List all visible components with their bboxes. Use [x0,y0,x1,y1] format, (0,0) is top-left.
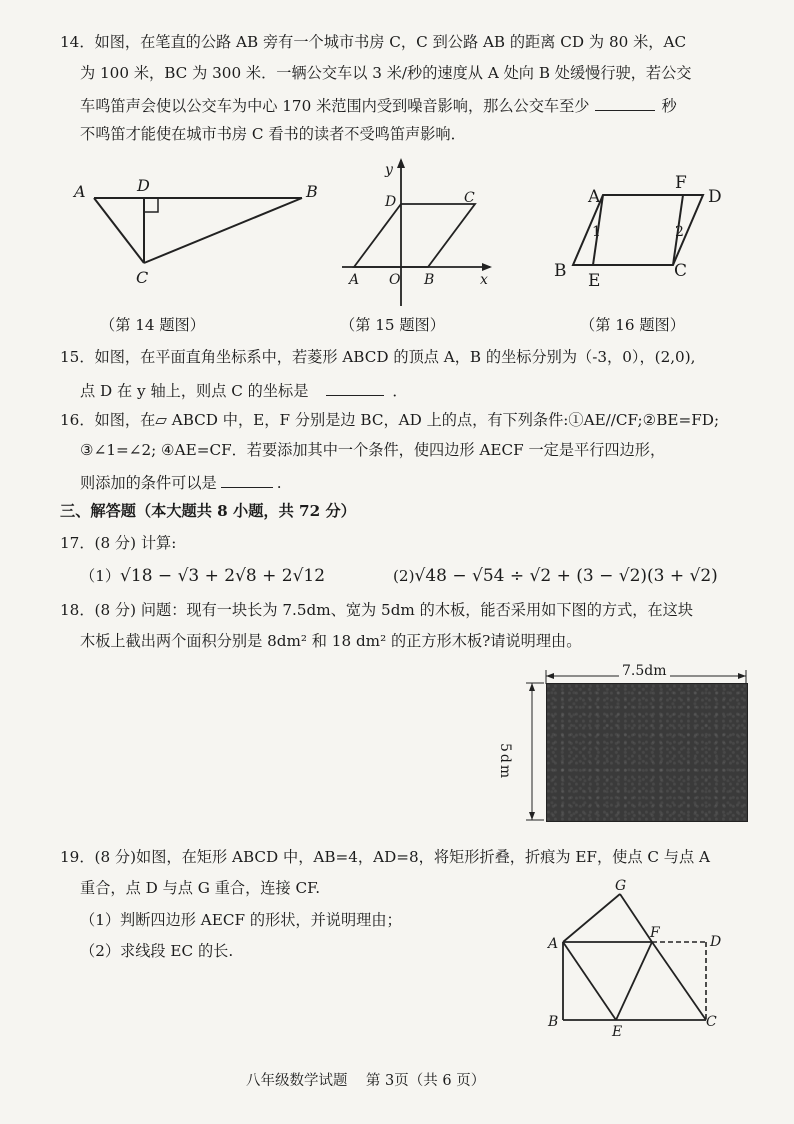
q15-line2-text: 点 D 在 y 轴上，则点 C 的坐标是 [80,382,309,400]
q14-line4: 不鸣笛才能使在城市书房 C 看书的读者不受鸣笛声影响． [80,125,466,143]
q17-part1 [80,568,325,585]
fig15-caption: （第 15 题图） [340,316,445,334]
q18-line1: 18．(8 分) 问题：现有一块长为 7.5dm、宽为 5dm 的木板，能否采用如下图的方式，在这块 [60,601,694,619]
fig15-label-y: y [385,162,393,178]
fig15-label-o: O [389,272,401,288]
fig14-label-d: D [137,176,150,195]
fig15-label-d: D [385,194,397,210]
fig16-label-c: C [674,261,688,281]
q17-part1-label: （1） [80,567,121,585]
fig16-angle-1: 1 [592,224,601,240]
section-3-heading: 三、解答题（本大题共 8 小题，共 72 分） [60,502,356,520]
fig19-label-f: F [650,925,660,941]
fig19-label-e: E [612,1024,623,1040]
q16-answer-blank[interactable] [221,473,273,488]
q19-line2: 重合，点 D 与点 G 重合，连接 CF. [80,879,321,897]
fig16-label-f: F [675,173,687,193]
fig16-label-d: D [708,187,722,207]
q17-part2 [393,568,718,585]
page-footer: 八年级数学试题 第 3页（共 6 页） [246,1073,486,1089]
q16-line3-text: 则添加的条件可以是 [80,474,217,492]
figure-15 [340,158,500,308]
fig16-caption: （第 16 题图） [580,316,685,334]
fig19-label-g: G [615,878,627,894]
board-length-label: 7.5dm [619,664,670,678]
q15-answer-blank[interactable] [326,381,384,396]
q14-line3 [80,96,677,114]
q16-line3 [80,473,282,491]
wooden-board-image [546,683,748,822]
q16-line1: 16．如图，在▱ ABCD 中，E，F 分别是边 BC，AD 上的点，有下列条件:①AE//CF;②BE=FD; [60,411,720,429]
q15-line2 [80,381,408,399]
q17-part2-label: (2) [393,567,415,585]
q17-heading: 17．(8 分) 计算: [60,534,177,552]
fig19-label-b: B [548,1014,559,1030]
figure-14 [70,175,330,290]
q14-line2: 为 100 米，BC 为 300 米．一辆公交车以 3 米/秒的速度从 A 处向 B 处缓慢行驶，若公交 [80,64,692,82]
q18-line2: 木板上截出两个面积分别是 8dm² 和 18 dm² 的正方形木板?请说明理由。 [80,632,582,650]
q17-part2-expr: √48 − √54 ÷ √2 + (3 − √2)(3 + √2) [414,566,718,586]
q16-line3-end: . [276,474,282,492]
figure-19 [540,880,730,1040]
q14-answer-blank[interactable] [595,96,655,111]
fig19-label-c: C [706,1014,717,1030]
fig16-angle-2: 2 [675,224,684,240]
fig19-label-a: A [548,936,559,952]
q19-part2: （2）求线段 EC 的长. [80,942,234,960]
q16-line2: ③∠1=∠2; ④AE=CF．若要添加其中一个条件，使四边形 AECF 一定是平行四边形， [80,441,666,459]
fig14-label-b: B [306,182,318,201]
q15-line2-end: ． [392,382,408,400]
fig15-label-x: x [480,272,488,288]
board-width-label: 5dm [498,740,512,783]
q15-line1: 15．如图，在平面直角坐标系中，若菱形 ABCD 的顶点 A，B 的坐标分别为（-3，0），(2,0), [60,348,696,366]
q19-line1: 19．(8 分)如图，在矩形 ABCD 中，AB=4，AD=8，将矩形折叠，折痕为 EF，使点 C 与点 A [60,848,710,866]
fig15-label-a: A [349,272,360,288]
fig15-label-b: B [424,272,435,288]
fig19-label-d: D [710,934,722,950]
q14-line3-unit: 秒 [661,97,677,115]
fig16-label-e: E [588,271,601,291]
q14-line3-text: 车鸣笛声会使以公交车为中心 170 米范围内受到噪音影响，那么公交车至少 [80,97,590,115]
fig15-label-c: C [464,190,475,206]
fig14-label-a: A [74,182,86,201]
fig14-label-c: C [136,268,149,287]
figure-16 [548,170,728,295]
q17-part1-expr: √18 − √3 + 2√8 + 2√12 [120,566,326,586]
fig16-label-a: A [588,187,601,207]
fig14-caption: （第 14 题图） [100,316,205,334]
q14-line1: 14．如图，在笔直的公路 AB 旁有一个城市书房 C，C 到公路 AB 的距离 CD 为 80 米，AC [60,33,687,51]
q19-part1: （1）判断四边形 AECF 的形状，并说明理由； [80,911,402,929]
fig16-label-b: B [554,261,567,281]
